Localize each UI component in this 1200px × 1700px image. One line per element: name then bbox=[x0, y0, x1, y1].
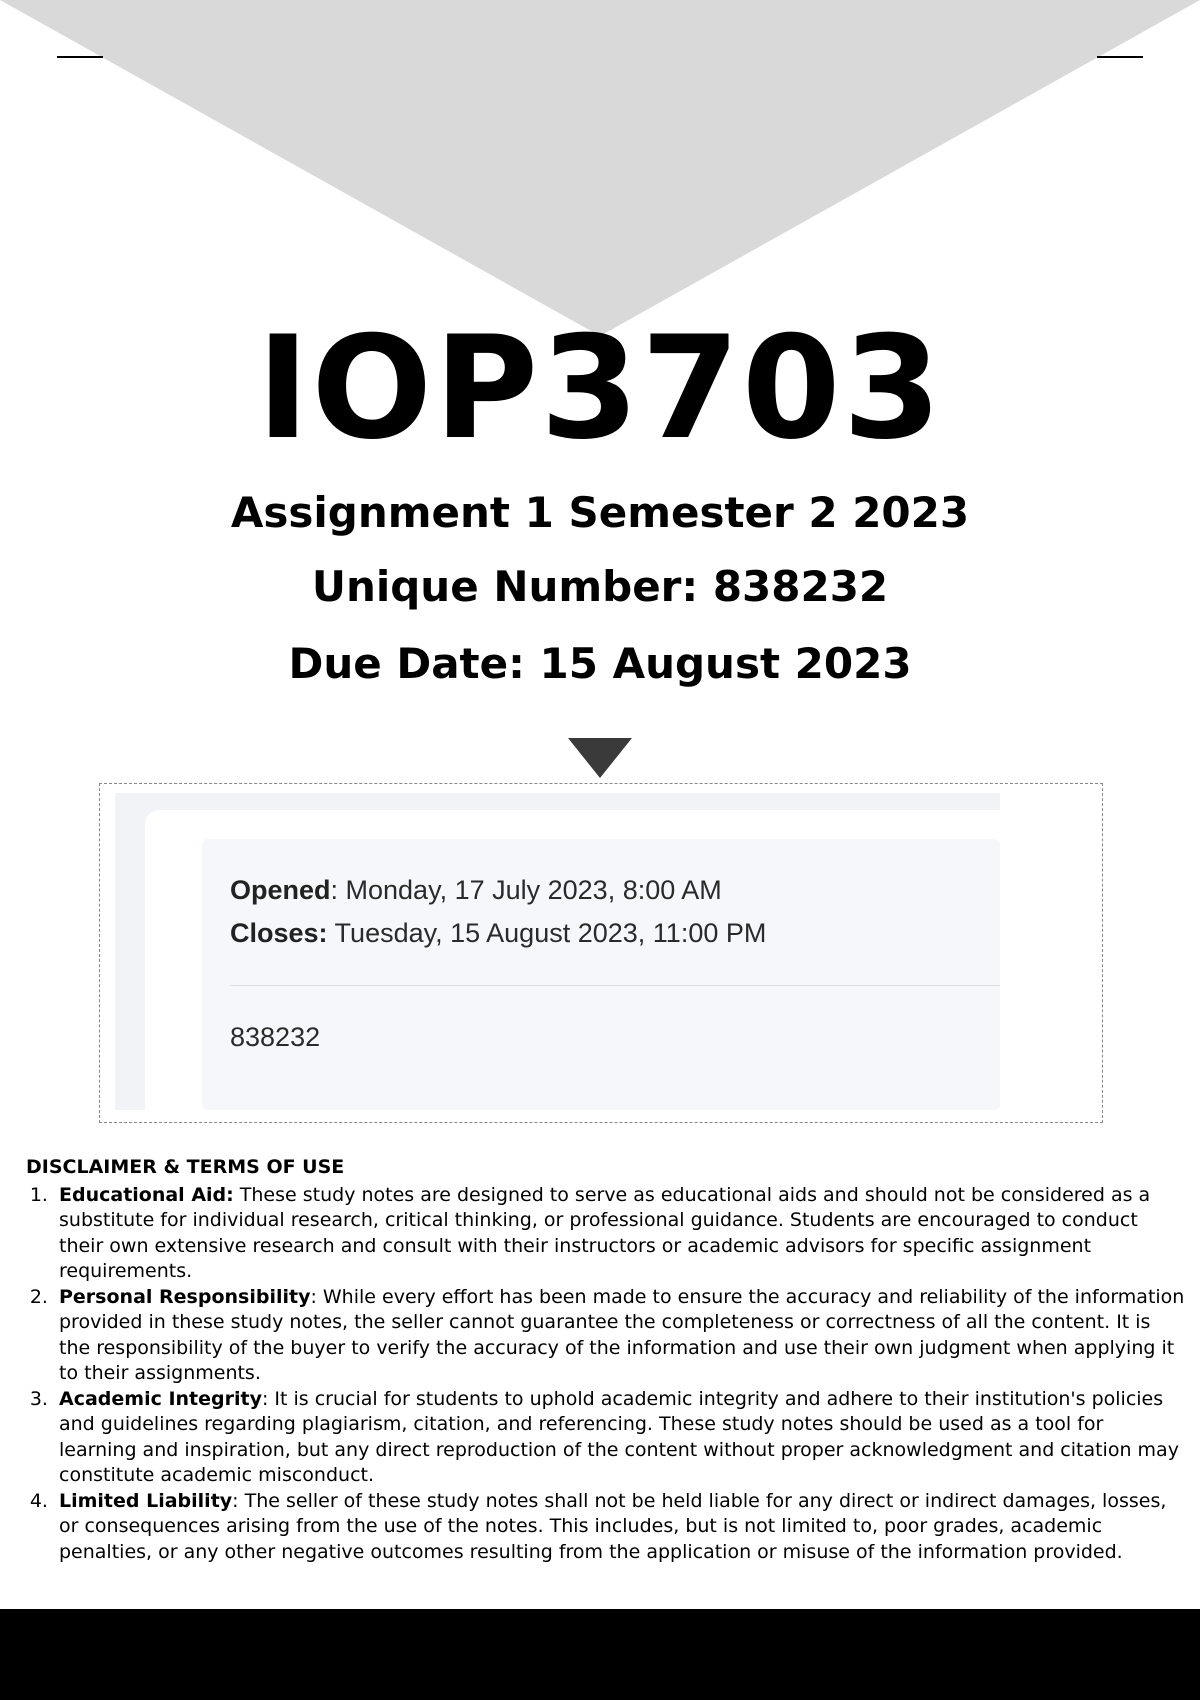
disclaimer-item bbox=[54, 1183, 1186, 1285]
disclaimer-section bbox=[26, 1155, 1186, 1565]
closes-label: Closes: bbox=[230, 918, 328, 948]
opened-date-line bbox=[230, 875, 722, 906]
unique-number: Unique Number: 838232 bbox=[311, 562, 889, 611]
closes-date-line bbox=[230, 918, 766, 949]
screenshot-divider bbox=[230, 985, 1000, 986]
disclaimer-item-heading: Limited Liability bbox=[59, 1489, 233, 1512]
footer-bar bbox=[0, 1609, 1200, 1700]
opened-label: Opened bbox=[230, 875, 331, 905]
disclaimer-item bbox=[54, 1387, 1186, 1489]
down-arrow-icon bbox=[568, 738, 632, 778]
due-date: Due Date: 15 August 2023 bbox=[288, 639, 912, 688]
disclaimer-item-heading: Personal Responsibility bbox=[59, 1285, 311, 1308]
corner-line-right bbox=[1097, 56, 1143, 58]
disclaimer-item-text: : It is crucial for students to uphold academic integrity and adhere to their institution's policies and guidelines regarding plagiarism, citation, and referencing. These study notes should be used as a tool for learning and inspiration, but any direct reproduction of the content without proper acknowledgment and citation may constitute academic misconduct. bbox=[59, 1387, 1179, 1486]
disclaimer-item-text: : The seller of these study notes shall not be held liable for any direct or indirect damages, losses, or consequences arising from the use of the notes. This includes, but is not limited to, poor grades, academic penalties, or any other negative outcomes resulting from the application or misuse of the information provided. bbox=[59, 1489, 1167, 1563]
disclaimer-item bbox=[54, 1285, 1186, 1387]
disclaimer-list bbox=[26, 1183, 1186, 1566]
corner-line-left bbox=[57, 56, 103, 58]
disclaimer-item bbox=[54, 1489, 1186, 1566]
assignment-title: Assignment 1 Semester 2 2023 bbox=[230, 488, 970, 537]
assignment-screenshot bbox=[99, 783, 1103, 1123]
disclaimer-item-text: These study notes are designed to serve as educational aids and should not be considered as a substitute for individual research, critical thinking, or professional guidance. Students are encouraged to conduct their own extensive research and consult with their instructors or academic advisors for specific assignment requirements. bbox=[59, 1183, 1151, 1282]
disclaimer-item-heading: Academic Integrity bbox=[59, 1387, 262, 1410]
header-chevron-graphic bbox=[0, 0, 1200, 340]
disclaimer-item-heading: Educational Aid: bbox=[59, 1183, 234, 1206]
screenshot-unique-number: 838232 bbox=[230, 1022, 321, 1052]
disclaimer-item-text: : While every effort has been made to ensure the accuracy and reliability of the information provided in these study notes, the seller cannot guarantee the completeness or correctness of all the content. It is the responsibility of the buyer to verify the accuracy of the information and use their own judgment when applying it to their assignments. bbox=[59, 1285, 1185, 1384]
closes-value: Tuesday, 15 August 2023, 11:00 PM bbox=[327, 918, 767, 948]
opened-value: : Monday, 17 July 2023, 8:00 AM bbox=[330, 875, 722, 905]
course-code-title: IOP3703 bbox=[256, 306, 944, 471]
disclaimer-title: DISCLAIMER & TERMS OF USE bbox=[26, 1156, 345, 1178]
